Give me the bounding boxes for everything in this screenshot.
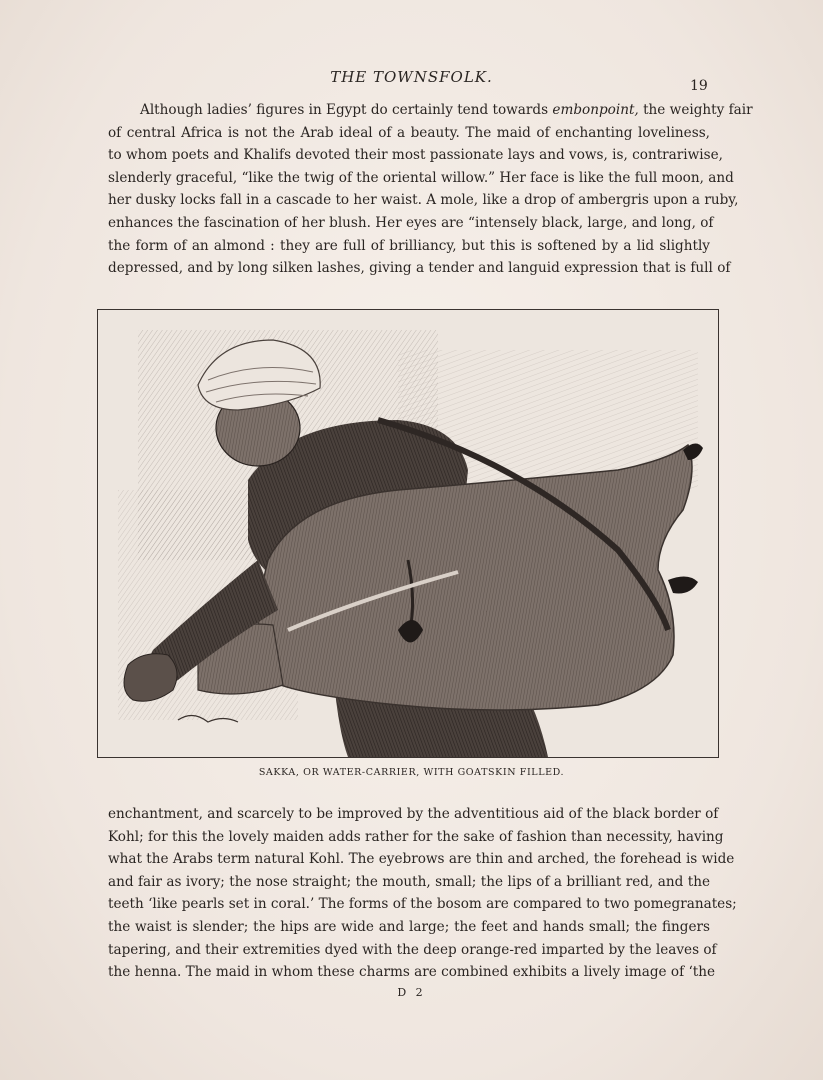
paragraph-line: teeth ‘like pearls set in coral.’ The forms of the bosom are compared to two pomegranates;: [108, 896, 737, 913]
signature-mark: D 2: [397, 986, 426, 999]
paragraph-line: Although ladies’ figures in Egypt do certainly tend towards embonpoint, the weighty fair: [140, 102, 753, 118]
paragraph-line: the henna. The maid in whom these charms are combined exhibits a lively image of ‘the: [108, 964, 716, 981]
paragraph-line: to whom poets and Khalifs devoted their most passionate lays and vows, is, contrariwise,: [108, 147, 723, 164]
page-number: 19: [690, 78, 708, 94]
bottom-paragraph: [108, 803, 737, 984]
top-paragraph: [108, 99, 753, 280]
paragraph-line: and fair as ivory; the nose straight; the mouth, small; the lips of a brilliant red, and the: [108, 873, 710, 890]
paragraph-line: the waist is slender; the hips are wide and large; the feet and hands small; the fingers: [108, 918, 710, 935]
engraving-illustration: [97, 309, 719, 758]
paragraph-line: the form of an almond : they are full of brilliancy, but this is softened by a lid slightly: [108, 237, 710, 254]
paragraph-line: her dusky locks fall in a cascade to her waist. A mole, like a drop of ambergris upon a ruby,: [108, 192, 739, 209]
running-head: THE TOWNSFOLK.: [330, 68, 493, 86]
paragraph-line: slenderly graceful, “like the twig of the oriental willow.” Her face is like the full moon, and: [108, 169, 734, 186]
paragraph-line: of central Africa is not the Arab ideal of a beauty. The maid of enchanting loveliness,: [108, 124, 710, 141]
paragraph-line: enhances the fascination of her blush. Her eyes are “intensely black, large, and long, of: [108, 214, 714, 231]
paragraph-line: depressed, and by long silken lashes, giving a tender and languid expression that is full of: [108, 260, 731, 277]
emphasis-embonpoint: embonpoint,: [552, 102, 639, 118]
paragraph-line: tapering, and their extremities dyed with the deep orange-red imparted by the leaves of: [108, 941, 717, 958]
paragraph-line: what the Arabs term natural Kohl. The eyebrows are thin and arched, the forehead is wide: [108, 851, 735, 868]
paragraph-line: Kohl; for this the lovely maiden adds rather for the sake of fashion than necessity, having: [108, 828, 724, 845]
figure-caption: SAKKA, OR WATER-CARRIER, WITH GOATSKIN FILLED.: [258, 767, 565, 778]
water-carrier-engraving: [98, 310, 718, 757]
paragraph-line: enchantment, and scarcely to be improved by the adventitious aid of the black border of: [108, 806, 719, 822]
